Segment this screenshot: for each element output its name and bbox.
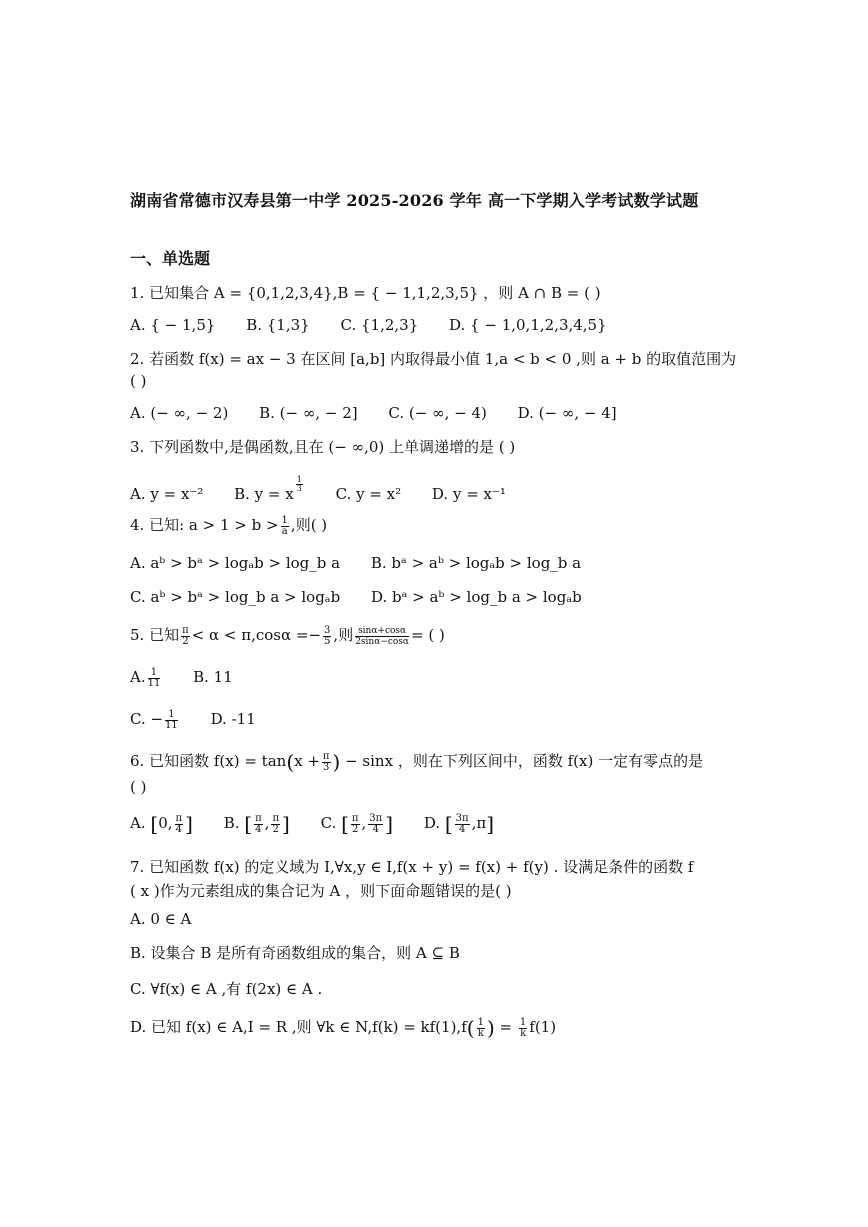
q5-options-row1 bbox=[130, 666, 259, 689]
document-title: 湖南省常德市汉寿县第一中学 2025-2026 学年 高一下学期入学考试数学试题 bbox=[130, 191, 699, 210]
fraction-numerator: π bbox=[322, 750, 330, 762]
q5-fraction-1 bbox=[181, 626, 190, 647]
fraction-numerator: 1 bbox=[296, 475, 302, 484]
fraction-numerator: sinα+cosα bbox=[355, 626, 409, 637]
fraction-numerator: 3π bbox=[369, 812, 383, 824]
q4-option-a[interactable]: A. aᵇ > bᵃ > logₐb > log_b a bbox=[130, 554, 341, 572]
q6-stem-line2: ( ) bbox=[130, 778, 147, 796]
q4-stem-suffix: ,则( ) bbox=[290, 516, 328, 534]
q6-option-b-fraction-2 bbox=[271, 814, 280, 835]
q3-options bbox=[130, 476, 532, 505]
q6-option-a[interactable] bbox=[130, 812, 193, 836]
q3-option-b[interactable] bbox=[234, 475, 305, 503]
fraction-denominator: k bbox=[520, 1027, 527, 1039]
q6-option-b[interactable]: B. [ $\frac{\pi}{4}$ , $\frac{\pi}{2}$ ] bbox=[223, 812, 290, 836]
q7-option-d-fraction-1 bbox=[477, 1018, 485, 1039]
q3-option-d[interactable]: D. y = x⁻¹ bbox=[431, 485, 506, 503]
right-bracket-glyph: ] bbox=[486, 812, 495, 836]
q6-option-d-tail: ,π bbox=[471, 814, 487, 832]
left-bracket-glyph: [ bbox=[244, 812, 253, 836]
q4-options-row1 bbox=[130, 552, 607, 574]
q4-stem-prefix: 4. 已知: a > 1 > b > bbox=[130, 516, 279, 534]
q4-option-b[interactable]: B. bᵃ > aᵇ > logₐb > log_b a bbox=[370, 554, 582, 572]
q7-stem-line1: 7. 已知函数 f(x) 的定义域为 I,∀x,y ∈ I,f(x + y) = f(x) + f(y) . 设满足条件的函数 f bbox=[130, 858, 694, 876]
q6-stem-inner: x + bbox=[294, 752, 320, 770]
q2-stem-line1: 2. 若函数 f(x) = ax − 3 在区间 [a,b] 内取得最小值 1,a < b < 0 ,则 a + b 的取值范围为 bbox=[130, 350, 737, 368]
q5-option-c[interactable] bbox=[130, 708, 180, 731]
fraction-denominator: 3 bbox=[296, 484, 302, 493]
fraction-denominator: 4 bbox=[255, 823, 262, 835]
q3-stem: 3. 下列函数中,是偶函数,且在 (− ∞,0) 上单调递增的是 ( ) bbox=[130, 438, 516, 456]
q6-option-a-text: 0, bbox=[158, 814, 173, 832]
left-paren-glyph: ( bbox=[286, 750, 295, 774]
q2-stem-line2: ( ) bbox=[130, 372, 147, 390]
fraction-denominator: 2 bbox=[182, 635, 189, 647]
fraction-numerator: 1 bbox=[148, 668, 161, 679]
q5-stem-mid2: ,则 bbox=[333, 626, 354, 644]
q6-option-c[interactable]: C. [ $\frac{\pi}{2}$ , $\frac{3\pi}{4}$ ] bbox=[320, 812, 394, 836]
fraction-numerator: 1 bbox=[519, 1016, 527, 1028]
q3-option-c[interactable]: C. y = x² bbox=[335, 485, 402, 503]
q6-option-c-fraction-1 bbox=[351, 814, 360, 835]
q5-stem-prefix: 5. 已知 bbox=[130, 626, 180, 644]
fraction-denominator: k bbox=[477, 1027, 484, 1039]
fraction-numerator: 1 bbox=[165, 710, 178, 721]
q1-option-c[interactable]: C. {1,2,3} bbox=[340, 316, 419, 334]
q4-stem-fraction bbox=[281, 516, 289, 537]
right-paren-glyph: ) bbox=[486, 1016, 495, 1040]
fraction-numerator: π bbox=[255, 812, 262, 824]
q6-option-b-fraction-1 bbox=[254, 814, 263, 835]
q7-option-c[interactable]: C. ∀f(x) ∈ A ,有 f(2x) ∈ A . bbox=[130, 980, 323, 998]
q5-stem bbox=[130, 624, 445, 647]
q6-stem-suffix: − sinx ，则在下列区间中，函数 f(x) 一定有零点的是 bbox=[345, 752, 704, 770]
right-bracket-glyph: ] bbox=[282, 812, 290, 836]
q3-option-b-exponent bbox=[296, 476, 303, 493]
q5-option-c-fraction bbox=[165, 710, 178, 731]
fraction-numerator: 3π bbox=[455, 812, 469, 824]
q5-options-row2 bbox=[130, 708, 282, 731]
q3-option-a[interactable]: A. y = x⁻² bbox=[130, 485, 204, 503]
fraction-denominator: 4 bbox=[175, 823, 182, 835]
q5-option-b[interactable]: B. 11 bbox=[193, 668, 233, 686]
q6-option-c-label: C. bbox=[320, 814, 337, 832]
q7-option-d-mid: = bbox=[499, 1018, 513, 1036]
q6-option-d[interactable] bbox=[423, 812, 495, 836]
fraction-numerator: π bbox=[175, 812, 183, 824]
q5-option-c-label: C. − bbox=[130, 710, 164, 728]
q6-stem-line1 bbox=[130, 750, 703, 773]
left-bracket-glyph: [ bbox=[444, 812, 453, 836]
q1-options bbox=[130, 314, 633, 336]
fraction-denominator: 11 bbox=[165, 719, 178, 731]
fraction-denominator: 5 bbox=[324, 635, 331, 647]
q6-option-a-fraction bbox=[175, 814, 184, 835]
q5-fraction-3 bbox=[355, 626, 409, 647]
q6-option-d-label: D. bbox=[423, 814, 441, 832]
q6-option-c-fraction-2 bbox=[368, 814, 383, 835]
section-heading: 一、单选题 bbox=[130, 249, 211, 268]
fraction-numerator: π bbox=[351, 812, 359, 824]
fraction-numerator: π bbox=[182, 624, 189, 636]
q7-stem-line2: ( x )作为元素组成的集合记为 A ，则下面命题错误的是( ) bbox=[130, 882, 512, 900]
q6-stem-prefix: 6. 已知函数 f(x) = tan bbox=[130, 752, 287, 770]
q5-stem-mid: < α < π,cosα =− bbox=[191, 626, 322, 644]
q7-option-d-fraction-2 bbox=[519, 1018, 527, 1039]
q5-fraction-2 bbox=[323, 626, 331, 647]
q3-option-b-base: B. y = x bbox=[234, 485, 294, 503]
q7-option-a[interactable]: A. 0 ∈ A bbox=[130, 910, 192, 928]
q2-option-a[interactable]: A. (− ∞, − 2) bbox=[130, 404, 229, 422]
q1-option-b[interactable]: B. {1,3} bbox=[246, 316, 310, 334]
q5-option-d[interactable]: D. -11 bbox=[210, 710, 256, 728]
q6-options bbox=[130, 812, 520, 835]
q7-option-d-suffix: f(1) bbox=[529, 1018, 557, 1036]
q1-option-a[interactable]: A. { − 1,5} bbox=[130, 316, 216, 334]
q7-option-d[interactable] bbox=[130, 1016, 556, 1039]
right-bracket-glyph: ] bbox=[385, 812, 394, 836]
fraction-numerator: π bbox=[272, 812, 280, 824]
fraction-denominator: 3 bbox=[323, 761, 330, 773]
q4-options-row2 bbox=[130, 586, 608, 608]
q5-option-a-fraction bbox=[148, 668, 161, 689]
fraction-denominator: 11 bbox=[147, 677, 161, 689]
fraction-denominator: 4 bbox=[372, 823, 379, 835]
left-bracket-glyph: [ bbox=[341, 812, 349, 836]
q5-stem-suffix: = ( ) bbox=[411, 626, 445, 644]
q2-option-b[interactable]: B. (− ∞, − 2] bbox=[259, 404, 358, 422]
right-paren-glyph: ) bbox=[332, 750, 341, 774]
fraction-denominator: 2 bbox=[352, 823, 359, 835]
left-bracket-glyph: [ bbox=[150, 812, 159, 836]
q4-option-c[interactable]: C. aᵇ > bᵃ > log_b a > logₐb bbox=[130, 588, 341, 606]
q7-option-b[interactable]: B. 设集合 B 是所有奇函数组成的集合，则 A ⊆ B bbox=[130, 944, 460, 962]
q6-option-b-label: B. bbox=[223, 814, 240, 832]
fraction-denominator: 2 bbox=[272, 823, 279, 835]
q6-stem-fraction bbox=[322, 752, 331, 773]
q2-option-d[interactable]: D. (− ∞, − 4] bbox=[517, 404, 617, 422]
left-paren-glyph: ( bbox=[466, 1016, 475, 1040]
fraction-denominator: a bbox=[281, 525, 288, 537]
fraction-numerator: 1 bbox=[281, 514, 288, 526]
q1-stem: 1. 已知集合 A = {0,1,2,3,4},B = { − 1,1,2,3,5} ，则 A ∩ B = ( ) bbox=[130, 284, 601, 302]
fraction-denominator: 4 bbox=[458, 823, 466, 835]
q4-option-d[interactable]: D. bᵃ > aᵇ > log_b a > logₐb bbox=[370, 588, 582, 606]
q5-option-a[interactable] bbox=[130, 666, 162, 689]
fraction-numerator: 1 bbox=[477, 1016, 484, 1028]
q2-option-c[interactable]: C. (− ∞, − 4) bbox=[388, 404, 487, 422]
fraction-denominator: 2sinα−cosα bbox=[355, 636, 409, 647]
fraction-numerator: 3 bbox=[324, 624, 331, 636]
q1-option-d[interactable]: D. { − 1,0,1,2,3,4,5} bbox=[449, 316, 607, 334]
q6-option-a-label: A. bbox=[130, 814, 146, 832]
q7-option-d-prefix: D. 已知 f(x) ∈ A,I = R ,则 ∀k ∈ N,f(k) = kf(1),f bbox=[130, 1018, 467, 1036]
q2-options bbox=[130, 402, 643, 424]
q6-option-d-fraction bbox=[455, 814, 470, 835]
q5-option-a-label: A. bbox=[130, 668, 146, 686]
right-bracket-glyph: ] bbox=[185, 812, 193, 836]
q4-stem bbox=[130, 514, 327, 537]
